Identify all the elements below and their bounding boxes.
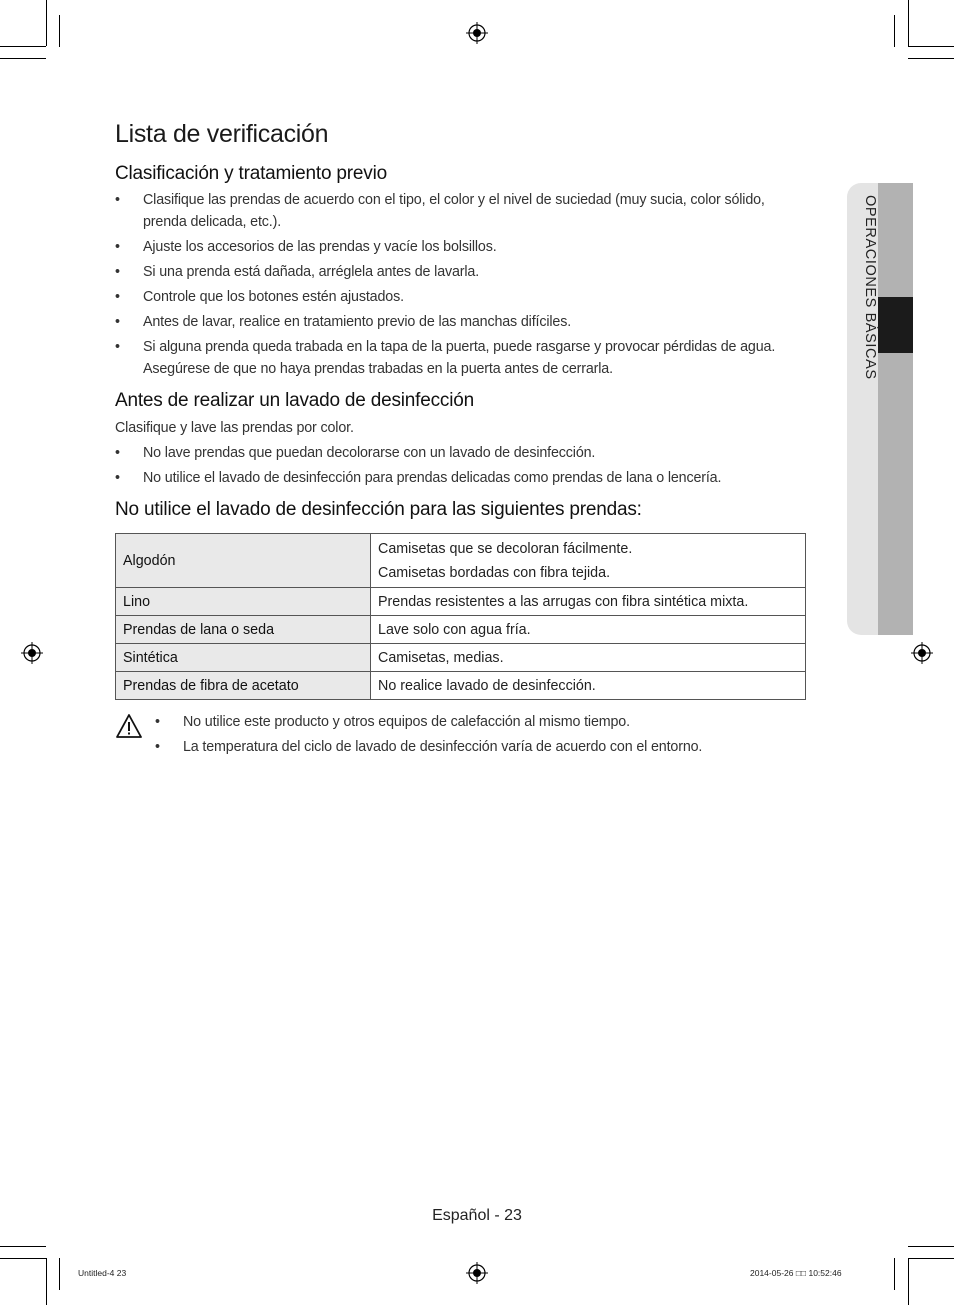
registration-mark-icon — [21, 642, 43, 664]
note-line: Camisetas bordadas con fibra tejida. — [378, 564, 611, 581]
crop-mark — [908, 46, 954, 47]
crop-mark — [59, 15, 60, 47]
list-item: • No utilice este producto y otros equipos de calefacción al mismo tiempo. — [155, 711, 805, 733]
crop-mark — [908, 1258, 909, 1305]
table-row — [116, 534, 806, 588]
note-cell: Lave solo con agua fría. — [371, 616, 806, 644]
section-heading-pretreat: Clasificación y tratamiento previo — [115, 163, 387, 184]
crop-mark — [908, 0, 909, 46]
crop-mark — [0, 1246, 46, 1247]
note-line: Camisetas que se decoloran fácilmente. — [378, 540, 633, 557]
side-tab-label: OPERACIONES BÁSICAS — [862, 195, 878, 380]
disinfect-intro: Clasifique y lave las prendas por color. — [115, 420, 354, 436]
pretreat-list — [115, 189, 805, 383]
crop-mark — [59, 1258, 60, 1290]
fabric-cell: Prendas de lana o seda — [116, 616, 371, 644]
fabric-cell: Lino — [116, 588, 371, 616]
note-cell: Prendas resistentes a las arrugas con fibra sintética mixta. — [371, 588, 806, 616]
crop-mark — [894, 15, 895, 47]
page-title: Lista de verificación — [115, 120, 329, 148]
side-tab-strip — [878, 183, 913, 635]
disinfect-list — [115, 442, 805, 492]
list-item: • Si alguna prenda queda trabada en la tapa de la puerta, puede rasgarse y provocar pérdidas de agua. Asegúrese de que no haya prendas trabadas en la puerta antes de cerrarla. — [115, 336, 805, 380]
note-cell: No realice lavado de desinfección. — [371, 672, 806, 700]
print-timestamp: 2014-05-26 □□ 10:52:46 — [750, 1268, 842, 1278]
registration-mark-icon — [466, 1262, 488, 1284]
fabric-cell: Prendas de fibra de acetato — [116, 672, 371, 700]
list-item: • No lave prendas que puedan decolorarse con un lavado de desinfección. — [115, 442, 805, 464]
fabric-cell: Sintética — [116, 644, 371, 672]
table-row — [116, 588, 806, 616]
crop-mark — [908, 58, 954, 59]
table-row — [116, 616, 806, 644]
list-item: • La temperatura del ciclo de lavado de desinfección varía de acuerdo con el entorno. — [155, 736, 805, 758]
crop-mark — [46, 1258, 47, 1305]
caution-list — [155, 711, 805, 761]
crop-mark — [894, 1258, 895, 1290]
list-item: • Si una prenda está dañada, arréglela antes de lavarla. — [115, 261, 805, 283]
fabric-cell: Algodón — [116, 534, 371, 588]
list-item: • Antes de lavar, realice en tratamiento previo de las manchas difíciles. — [115, 311, 805, 333]
section-heading-disinfect: Antes de realizar un lavado de desinfección — [115, 390, 474, 411]
note-cell: Camisetas, medias. — [371, 644, 806, 672]
crop-mark — [46, 0, 47, 46]
file-info: Untitled-4 23 — [78, 1268, 127, 1278]
list-item: • Ajuste los accesorios de las prendas y vacíe los bolsillos. — [115, 236, 805, 258]
note-cell — [371, 534, 806, 588]
crop-mark — [0, 46, 46, 47]
crop-mark — [0, 1258, 46, 1259]
side-tab-marker — [878, 297, 913, 353]
fabric-table — [115, 533, 806, 700]
registration-mark-icon — [466, 22, 488, 44]
crop-mark — [0, 58, 46, 59]
warning-triangle-icon — [115, 713, 143, 739]
registration-mark-icon — [911, 642, 933, 664]
crop-mark — [908, 1246, 954, 1247]
table-row — [116, 644, 806, 672]
crop-mark — [908, 1258, 954, 1259]
page-number: Español - 23 — [432, 1207, 522, 1224]
section-heading-table: No utilice el lavado de desinfección para las siguientes prendas: — [115, 499, 642, 520]
list-item: • Controle que los botones estén ajustados. — [115, 286, 805, 308]
table-row — [116, 672, 806, 700]
list-item: • Clasifique las prendas de acuerdo con el tipo, el color y el nivel de suciedad (muy sucia, color sólido, prenda delicada, etc.). — [115, 189, 805, 233]
list-item: • No utilice el lavado de desinfección para prendas delicadas como prendas de lana o lencería. — [115, 467, 805, 489]
